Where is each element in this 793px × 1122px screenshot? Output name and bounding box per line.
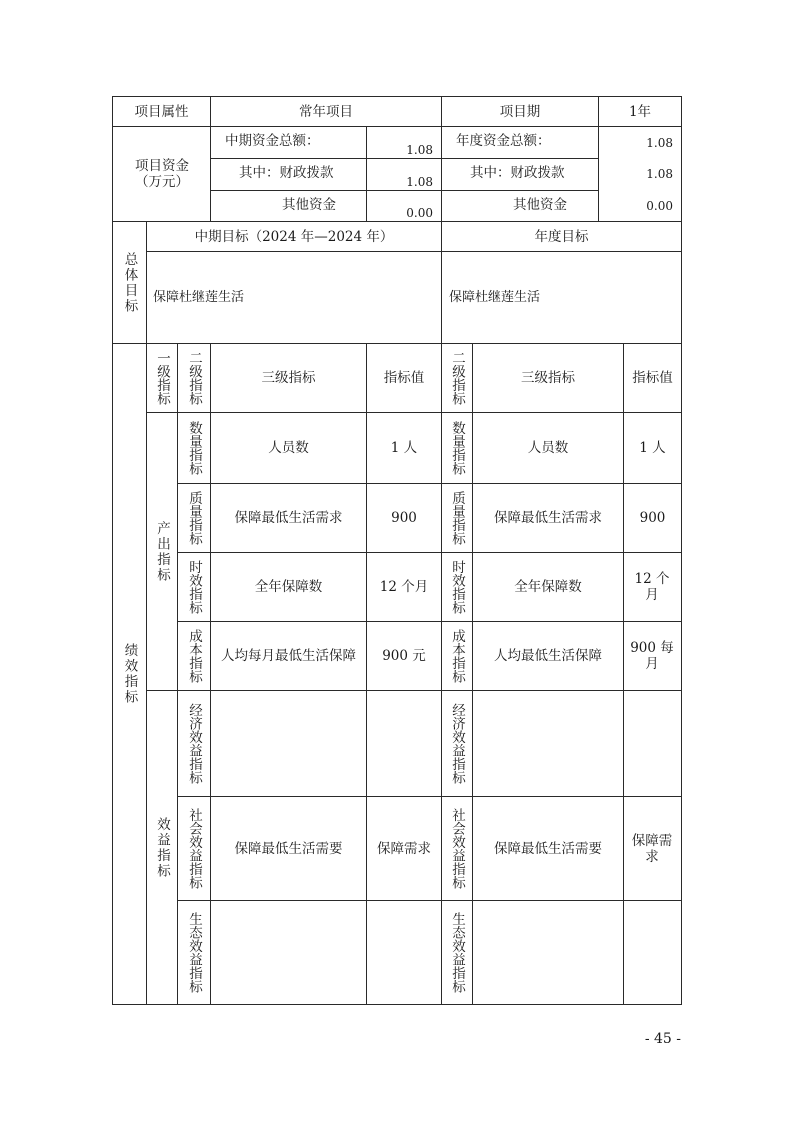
output-indicators-label: 产出指标 xyxy=(154,520,170,583)
mid-indicator-value xyxy=(367,901,441,1004)
col-header-annual-value: 指标值 xyxy=(632,370,673,386)
annual-fiscal-label: 其中：财政拨款 xyxy=(470,165,565,181)
col-header-annual-level3: 三级指标 xyxy=(521,370,575,386)
col-header-value: 指标值 xyxy=(383,370,425,386)
annual-level3-indicator: 保障最低生活需要 xyxy=(494,840,602,857)
annual-indicator-value: 12 个月 xyxy=(634,571,670,603)
level2-indicator: 时效指标 xyxy=(186,560,202,614)
annual-level3-indicator: 人均最低生活保障 xyxy=(494,648,602,664)
annual-level2-indicator: 时效指标 xyxy=(449,560,465,614)
annual-goal-text: 保障杜继莲生活 xyxy=(449,290,541,305)
annual-fiscal-value: 1.08 xyxy=(646,167,673,181)
mid-level3-indicator xyxy=(211,691,366,796)
project-period-label: 项目期 xyxy=(499,103,541,120)
annual-other-label: 其他资金 xyxy=(513,197,567,213)
mid-term-goal-text: 保障杜继莲生活 xyxy=(153,290,245,305)
annual-level2-indicator: 生态效益指标 xyxy=(449,912,465,993)
mid-level3-indicator: 保障最低生活需要 xyxy=(234,840,343,857)
mid-fiscal-label: 其中：财政拨款 xyxy=(239,165,334,181)
mid-other-label: 其他资金 xyxy=(282,197,336,213)
annual-indicator-value xyxy=(624,691,681,796)
row-divider xyxy=(210,158,598,159)
level2-indicator: 经济效益指标 xyxy=(186,703,202,784)
level2-indicator: 社会效益指标 xyxy=(186,808,202,889)
annual-level3-indicator: 保障最低生活需求 xyxy=(494,510,602,526)
mid-indicator-value: 1 人 xyxy=(390,440,418,456)
table-border-right xyxy=(681,96,682,1005)
annual-other-value: 0.00 xyxy=(646,199,673,213)
annual-indicator-value: 保障需求 xyxy=(631,832,673,865)
mid-total-value: 1.08 xyxy=(406,143,433,157)
mid-indicator-value: 900 元 xyxy=(382,648,426,664)
level2-indicator: 质量指标 xyxy=(186,491,202,545)
annual-level3-indicator: 全年保障数 xyxy=(514,579,582,595)
col-header-level3: 三级指标 xyxy=(261,370,316,386)
mid-other-value: 0.00 xyxy=(406,206,433,220)
project-attr-label: 项目属性 xyxy=(134,103,189,120)
row-divider xyxy=(112,126,682,127)
mid-level3-indicator: 保障最低生活需求 xyxy=(234,510,343,526)
mid-level3-indicator xyxy=(211,901,366,1004)
annual-level2-indicator: 社会效益指标 xyxy=(449,808,465,889)
project-period-value: 1年 xyxy=(628,103,652,120)
table-border-bottom xyxy=(112,1004,682,1005)
mid-indicator-value: 12 个月 xyxy=(379,579,429,595)
annual-level3-indicator xyxy=(473,691,623,796)
annual-level2-indicator: 成本指标 xyxy=(449,629,465,683)
page-number: - 45 - xyxy=(644,1031,681,1047)
level2-indicator: 成本指标 xyxy=(186,629,202,683)
annual-goal-header: 年度目标 xyxy=(534,228,589,245)
funds-label: 项目资金（万元） xyxy=(135,158,189,190)
overall-goals-label: 总体目标 xyxy=(121,251,138,314)
mid-level3-indicator: 人均每月最低生活保障 xyxy=(221,648,356,664)
level2-indicator: 生态效益指标 xyxy=(186,912,202,993)
annual-total-value: 1.08 xyxy=(646,136,673,150)
annual-level2-indicator: 质量指标 xyxy=(449,491,465,545)
mid-indicator-value: 900 xyxy=(391,510,417,526)
mid-level3-indicator: 全年保障数 xyxy=(254,579,323,595)
mid-level3-indicator: 人员数 xyxy=(268,440,309,456)
row-divider xyxy=(210,190,598,191)
col-header-level1: 一级指标 xyxy=(154,351,170,405)
annual-level3-indicator xyxy=(473,901,623,1004)
mid-fiscal-value: 1.08 xyxy=(406,175,433,189)
level2-indicator: 数量指标 xyxy=(186,421,202,475)
annual-level3-indicator: 人员数 xyxy=(527,440,569,456)
row-divider xyxy=(146,251,682,252)
performance-indicators-label: 绩效指标 xyxy=(121,643,138,705)
mid-indicator-value: 保障需求 xyxy=(377,840,431,857)
mid-total-label: 中期资金总额： xyxy=(225,133,320,149)
annual-indicator-value: 900 每月 xyxy=(630,640,674,672)
project-attr-value: 常年项目 xyxy=(299,103,353,120)
annual-indicator-value: 1 人 xyxy=(639,440,666,456)
mid-term-goal-header: 中期目标（2024 年—2024 年） xyxy=(194,228,394,245)
annual-level2-indicator: 经济效益指标 xyxy=(449,703,465,784)
col-header-level2: 二级指标 xyxy=(186,351,202,405)
annual-indicator-value xyxy=(624,901,681,1004)
annual-total-label: 年度资金总额： xyxy=(456,133,551,149)
annual-level2-indicator: 数量指标 xyxy=(449,421,465,475)
mid-indicator-value xyxy=(367,691,441,796)
annual-indicator-value: 900 xyxy=(639,510,666,526)
benefit-indicators-label: 效益指标 xyxy=(154,816,170,879)
col-header-annual-level2: 二级指标 xyxy=(449,351,465,405)
